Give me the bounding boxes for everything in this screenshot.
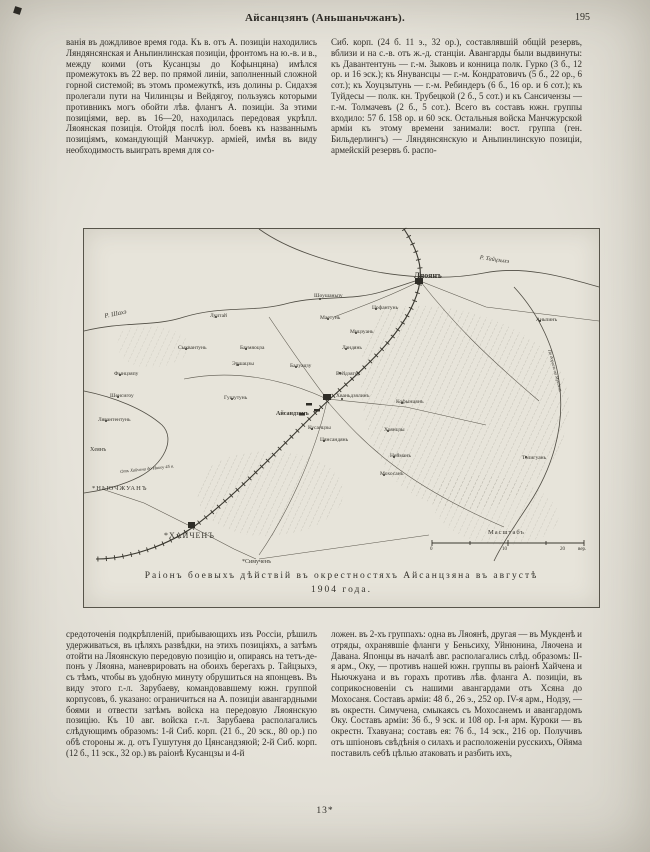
- map-place-label: Кусанцзы: [308, 425, 331, 431]
- map-place-label: Цянсандянь: [320, 437, 349, 443]
- road: [269, 317, 327, 399]
- bottom-left-column: средоточенія подкрѣпленій, прибывающихъ изъ Россіи, рѣшилъ удерживаться, въ цѣляхъ развѣдки, на этихъ позиціяхъ, а затѣмъ отойти на Ляоянскую передовую позицію и, опираясь на тетъ-де-понъ у Ляояна, маневрировать на обоихъ берегахъ р. Тайцзыхэ, съ тѣмъ, чтобы въ удобную минуту обрушиться на японцевъ. Въ виду этого г.-л. Зарубаеву, командовавшему южн. группой корпусовъ, б. указано: ограничиться на А. позиціи авангардными боями и отвести затѣмъ войска на передовую Ляоянскую позицію. Къ 10 авг. войска г.-л. Зарубаева располагались слѣдующимъ образомъ: 1-й Сиб. корп. (21 б., 20 эск., 80 ор.) по обѣ стороны ж. д. отъ Гушутуня до Цянсандзяюй; 2-й Сиб. корп. (12 б., 11 эск., 32 ор.) въ раіонѣ Кусанцзы и 4-й: [66, 629, 317, 758]
- map-place-label: Масштабъ: [488, 529, 525, 536]
- map-place-label: Цофантунь: [372, 305, 399, 311]
- map-place-label: Мохосанъ: [380, 471, 404, 477]
- station-aisandzyan: [323, 394, 331, 400]
- map-place-label: Мицзуань: [350, 329, 374, 335]
- map-place-label: *ХАЙЧЕНЪ: [164, 531, 215, 540]
- road: [259, 535, 429, 559]
- road: [184, 375, 327, 399]
- map-place-label: Шенсигоу: [110, 393, 134, 399]
- map-place-label: Вейдзягоу: [336, 371, 361, 377]
- river-west: [84, 391, 168, 493]
- map-place-label: Нейманъ: [390, 453, 412, 459]
- map-place-label: Эршацзы: [232, 361, 254, 367]
- map-place-label: Ляоянъ: [414, 271, 442, 280]
- map-place-label: вер.: [578, 547, 587, 552]
- road: [102, 489, 192, 527]
- page-title: Айсанцзянъ (Аньшаньчжанъ).: [245, 12, 405, 24]
- map-place-label: Гушутунь: [224, 395, 248, 401]
- map-place-label: Балуацзу: [290, 363, 312, 369]
- map-place-label: Толигуань: [522, 455, 547, 461]
- map-place-label: Хоянцзы: [384, 427, 405, 433]
- bottom-right-column: ложен. въ 2-хъ группахъ: одна въ Ляоянѣ, другая — въ Мукденѣ и отряды, охранявшіе фланги у Беньсиху, Уйнюнина, Ляочена и Давана. Японцы въ началѣ авг. располагались слѣд. образомъ: II-я арм., Оку, — противъ нашей южн. группы въ раіонѣ Хайчена и Ньючжуана и въ горахъ противъ лѣв. фланга А. позиціи, въ соприкосновеніи съ нашими авангардами отъ Хсяна до Мохосаня. Составъ арміи: 48 б., 26 э., 252 ор. IV-я арм., Нодзу, — въ окрестн. Симучена, смыкаясь съ Мохосанемъ и авангардомъ Оку. Составъ арміи: 36 б., 9 эск. и 108 ор. I-я арм. Куроки — въ окрестн. Тхавуана; составъ ея: 76 б., 14 эск., 216 ор. Получивъ отъ шпіоновъ свѣдѣнія о силахъ и расположеніи русскихъ, Ойяма поставилъ себѣ цѣлью атаковать и разбить ихъ,: [331, 629, 582, 758]
- map-place-label: Ландянь: [342, 345, 362, 351]
- map-caption-line1: Раіонъ боевыхъ дѣйствій въ окрестностяхъ Айсанцзяна въ августѣ: [144, 571, 539, 581]
- mountains-south: [197, 451, 343, 536]
- map-place-label: Фынцзяпу: [114, 371, 139, 377]
- map-place-label: Хваньдзялинъ: [336, 393, 370, 399]
- bottom-text-block: [66, 629, 582, 759]
- top-left-column: ванія въ дождливое время года. Къ в. отъ А. позиціи находились Ляндянсянская и Аньпинлинская позиціи, фронтомъ на ю.-в. и в., между коими (отъ Кусанцзы до Кофынцяна) имѣлся промежутокъ въ 22 вер. по прямой линіи, заполненный сложной горной системой; въ этомъ промежуткѣ, изъ долины р. Сидахэя пролегали пути на Чилинцзы и Вейдягоу, пользуясь которыми противникъ могъ обойти лѣв. флангъ А. позиціи. За этими позиціями, вер. въ 16—20, находилась передовая укрѣпл. Ляоянская позиція. Отойдя послѣ іюл. боевъ къ названнымъ позиціямъ, командующій Манчжур. арміей, имѣя въ виду необходимость выиграть время для со-: [66, 37, 317, 155]
- map-place-label: 0: [430, 547, 433, 552]
- map-place-label: Р. Тайцзыхэ: [479, 255, 510, 266]
- map-place-label: *Симученъ: [242, 559, 272, 565]
- map-place-label: 10: [502, 547, 507, 552]
- top-text-block: [66, 37, 582, 156]
- map-place-label: Р. Шахэ: [104, 308, 128, 320]
- map-place-label: Отъ Хайчена до Инкоу 45 в.: [120, 463, 175, 474]
- map-caption-line2: 1904 года.: [311, 585, 372, 595]
- map-place-label: Кофынцянъ: [396, 399, 424, 405]
- map-area: [84, 229, 599, 565]
- page-number: 195: [575, 12, 590, 23]
- map-place-label: Лучтай: [210, 313, 227, 319]
- top-right-column: Сиб. корп. (24 б. 11 э., 32 ор.), составлявшій общій резервъ, вблизи и на с.-в. отъ ж.-д. станціи. Авангарды были выдвинуты: къ Давантентунь — г.-м. Зыковъ и конница полк. Гурко (3 б., 12 ор. и 16 эск.); къ Янувансцы — г.-м. Кондратовичъ (5 б., 22 ор., 6 сот.); къ Хоуцзытунь — г.-м. Ребиндеръ (6 б., 16 ор. и 6 сот.); къ Туйдесы — полк. кн. Трубецкой (2 б., 5 сот.) и къ Сансичензы — г.-м. Толмачевъ (2 б., 5 сот.). Всего въ составъ южн. группы входило: 57 б. 158 ор. и 60 эск. Остальныя войска Манчжурской арміи къ этому времени занимали: вост. группа (ген. Бильдерлингъ) — Ляндянсянскую и Аньпинлинскую позиціи, армейскій резервъ б. распо-: [331, 37, 582, 155]
- troop-mark: [314, 409, 320, 412]
- map-place-label: Маетунь: [320, 315, 341, 321]
- scale-bar: [432, 540, 584, 546]
- map-place-label: Лявантентунь: [98, 417, 131, 423]
- troop-mark: [306, 403, 312, 406]
- map-place-label: Сыквантунь: [178, 345, 207, 351]
- map-place-label: Аньпинъ: [536, 317, 558, 323]
- map-place-label: Шоушаньпу: [314, 293, 343, 299]
- map-place-label: Айсандзянъ: [276, 411, 309, 417]
- map-place-label: По дорогѣ на Мукденъ: [547, 349, 564, 393]
- map-figure: [83, 228, 600, 608]
- signature-mark: 13*: [316, 806, 334, 816]
- map-place-label: 20: [560, 547, 565, 552]
- map-place-label: *НЬЮЧЖУАНЪ: [92, 485, 148, 492]
- map-caption: [84, 561, 599, 597]
- station-haichen: [188, 522, 195, 528]
- map-place-label: Хеянъ: [90, 447, 107, 453]
- map-place-label: Баумяоцза: [240, 345, 265, 351]
